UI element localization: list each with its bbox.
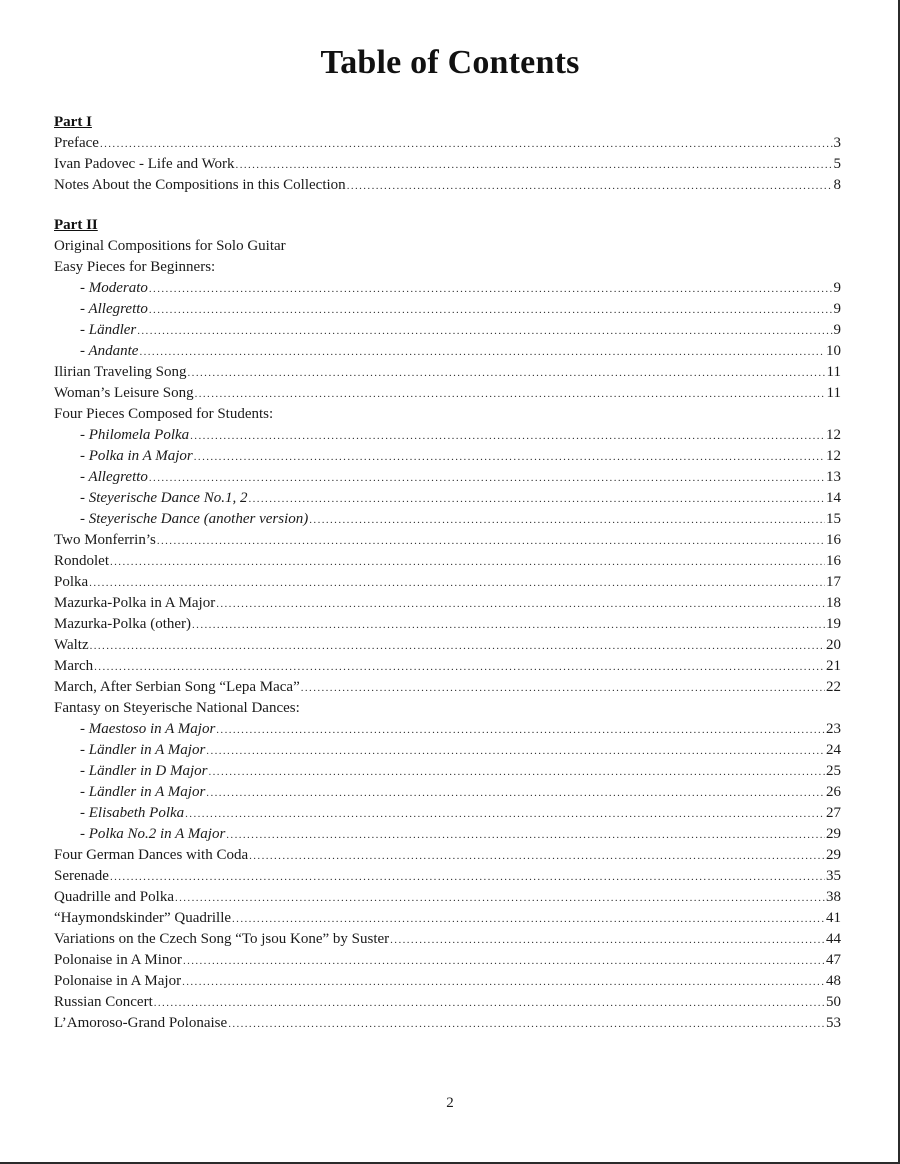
dot-leader <box>110 867 825 888</box>
toc-group-heading <box>54 404 841 425</box>
toc-entry-label: March, After Serbian Song “Lepa Maca” <box>54 679 300 695</box>
toc-entry[interactable] <box>54 362 841 383</box>
toc-entry-page: 27 <box>826 805 841 821</box>
toc-entry-page: 20 <box>826 637 841 653</box>
dot-leader <box>390 930 825 951</box>
toc-subentry[interactable] <box>54 278 841 299</box>
page-number: 2 <box>446 1095 454 1111</box>
toc-entry-page: 9 <box>833 280 841 296</box>
toc-entry-label: Waltz <box>54 637 89 653</box>
dot-leader <box>209 762 826 783</box>
toc-entry[interactable] <box>54 971 841 992</box>
toc-subentry[interactable] <box>54 467 841 488</box>
dot-leader <box>301 678 825 699</box>
dot-leader <box>137 321 832 342</box>
toc-entry-page: 18 <box>826 595 841 611</box>
toc-subentry[interactable] <box>54 824 841 845</box>
toc-entry-page: 35 <box>826 868 841 884</box>
toc-entry-page: 11 <box>826 385 841 401</box>
toc-entry-label: - Allegretto <box>80 469 148 485</box>
dot-leader <box>206 741 825 762</box>
toc-entry[interactable] <box>54 992 841 1013</box>
toc-entry-label: Woman’s Leisure Song <box>54 385 194 401</box>
toc-entry-label: - Ländler in A Major <box>80 784 206 800</box>
toc-entry-label: L’Amoroso-Grand Polonaise <box>54 1015 228 1031</box>
toc-entry-page: 23 <box>826 721 841 737</box>
toc-entry-label: - Philomela Polka <box>80 427 190 443</box>
toc-section-heading <box>54 236 841 257</box>
dot-leader <box>249 846 825 867</box>
toc-entry[interactable] <box>54 866 841 887</box>
toc-entry[interactable] <box>54 677 841 698</box>
toc-subentry[interactable] <box>54 446 841 467</box>
toc-entry-page: 53 <box>826 1015 841 1031</box>
toc-entry-page: 11 <box>826 364 841 380</box>
toc-subentry[interactable] <box>54 761 841 782</box>
toc-entry-page: 29 <box>826 847 841 863</box>
toc-entry-page: 12 <box>826 427 841 443</box>
toc-entry-page: 14 <box>826 490 841 506</box>
toc-entry-label: Rondolet <box>54 553 109 569</box>
dot-leader <box>149 468 825 489</box>
dot-leader <box>90 636 825 657</box>
table-of-contents <box>54 112 841 1034</box>
dot-leader <box>216 720 825 741</box>
toc-entry-page: 24 <box>826 742 841 758</box>
toc-subentry[interactable] <box>54 719 841 740</box>
toc-entry-label: - Maestoso in A Major <box>80 721 216 737</box>
toc-entry-page: 3 <box>833 135 841 151</box>
toc-entry[interactable] <box>54 929 841 950</box>
dot-leader <box>182 972 825 993</box>
toc-entry-label: - Polka No.2 in A Major <box>80 826 226 842</box>
toc-entry-notes[interactable] <box>54 175 841 196</box>
dot-leader <box>188 363 826 384</box>
toc-entry-label: Easy Pieces for Beginners: <box>54 259 216 275</box>
toc-entry-page: 17 <box>826 574 841 590</box>
toc-entry-label: Ivan Padovec - Life and Work <box>54 156 235 172</box>
dot-leader <box>309 510 825 531</box>
toc-entry-label: March <box>54 658 94 674</box>
toc-subentry[interactable] <box>54 782 841 803</box>
toc-entry[interactable] <box>54 551 841 572</box>
toc-entry-label: Ilirian Traveling Song <box>54 364 187 380</box>
toc-entry-page: 10 <box>826 343 841 359</box>
dot-leader <box>192 615 825 636</box>
toc-entry-label: Four Pieces Composed for Students: <box>54 406 274 422</box>
dot-leader <box>149 279 833 300</box>
toc-entry-preface[interactable] <box>54 133 841 154</box>
toc-entry-label: - Andante <box>80 343 139 359</box>
dot-leader <box>157 531 825 552</box>
toc-entry[interactable] <box>54 635 841 656</box>
toc-entry-page: 21 <box>826 658 841 674</box>
toc-entry-label: Four German Dances with Coda <box>54 847 249 863</box>
toc-entry-page: 13 <box>826 469 841 485</box>
toc-entry[interactable] <box>54 530 841 551</box>
toc-entry-page: 5 <box>833 156 841 172</box>
toc-subentry[interactable] <box>54 509 841 530</box>
toc-entry-page: 44 <box>826 931 841 947</box>
dot-leader <box>190 426 825 447</box>
dot-leader <box>175 888 825 909</box>
toc-entry-label: Mazurka-Polka in A Major <box>54 595 216 611</box>
toc-entry-page: 25 <box>826 763 841 779</box>
toc-entry-label: Original Compositions for Solo Guitar <box>54 238 286 254</box>
toc-entry-page: 16 <box>826 553 841 569</box>
dot-leader <box>110 552 825 573</box>
toc-entry-page: 48 <box>826 973 841 989</box>
toc-entry-label: Polonaise in A Major <box>54 973 182 989</box>
toc-subentry[interactable] <box>54 803 841 824</box>
toc-entry[interactable] <box>54 593 841 614</box>
toc-entry-label: - Ländler <box>80 322 137 338</box>
toc-entry-label: - Ländler in A Major <box>80 742 206 758</box>
toc-entry-label: Two Monferrin’s <box>54 532 156 548</box>
part-2-heading: Part II <box>54 217 98 233</box>
part-spacer <box>54 196 841 215</box>
toc-entry-page: 15 <box>826 511 841 527</box>
toc-entry[interactable] <box>54 950 841 971</box>
toc-entry-page: 8 <box>833 177 841 193</box>
dot-leader <box>139 342 825 363</box>
toc-subentry[interactable] <box>54 425 841 446</box>
toc-entry-page: 22 <box>826 679 841 695</box>
toc-entry-label: Mazurka-Polka (other) <box>54 616 192 632</box>
toc-entry-label: - Allegretto <box>80 301 148 317</box>
dot-leader <box>183 951 825 972</box>
toc-group-heading <box>54 698 841 719</box>
toc-entry-page: 12 <box>826 448 841 464</box>
dot-leader <box>149 300 833 321</box>
toc-entry-label: - Ländler in D Major <box>80 763 208 779</box>
page-title: Table of Contents <box>320 44 580 81</box>
toc-entry[interactable] <box>54 1013 841 1034</box>
toc-entry-page: 19 <box>826 616 841 632</box>
toc-entry-life-and-work[interactable] <box>54 154 841 175</box>
toc-subentry[interactable] <box>54 341 841 362</box>
toc-subentry[interactable] <box>54 320 841 341</box>
toc-subentry[interactable] <box>54 299 841 320</box>
toc-entry[interactable] <box>54 887 841 908</box>
toc-entry-page: 41 <box>826 910 841 926</box>
toc-entry-page: 38 <box>826 889 841 905</box>
toc-entry-label: Variations on the Czech Song “To jsou Kone” by Suster <box>54 931 390 947</box>
toc-subentry[interactable] <box>54 488 841 509</box>
toc-entry-label: - Steyerische Dance No.1, 2 <box>80 490 248 506</box>
toc-entry-label: Polka <box>54 574 89 590</box>
dot-leader <box>100 134 833 155</box>
dot-leader <box>228 1014 825 1035</box>
toc-entry-label: - Steyerische Dance (another version) <box>80 511 309 527</box>
toc-entry-label: Quadrille and Polka <box>54 889 174 905</box>
toc-entry-page: 9 <box>833 301 841 317</box>
dot-leader <box>154 993 825 1014</box>
dot-leader <box>232 909 825 930</box>
toc-entry[interactable] <box>54 572 841 593</box>
toc-entry[interactable] <box>54 614 841 635</box>
toc-entry-label: Preface <box>54 135 99 151</box>
toc-entry-page: 50 <box>826 994 841 1010</box>
toc-entry-label: Serenade <box>54 868 109 884</box>
toc-entry-label: Notes About the Compositions in this Collection <box>54 177 346 193</box>
toc-entry-label: Russian Concert <box>54 994 153 1010</box>
toc-entry-page: 9 <box>833 322 841 338</box>
toc-entry-page: 29 <box>826 826 841 842</box>
dot-leader <box>89 573 825 594</box>
dot-leader <box>206 783 825 804</box>
toc-entry-label: Fantasy on Steyerische National Dances: <box>54 700 300 716</box>
toc-entry[interactable] <box>54 656 841 677</box>
toc-subentry[interactable] <box>54 740 841 761</box>
dot-leader <box>94 657 825 678</box>
toc-entry[interactable] <box>54 845 841 866</box>
dot-leader <box>236 155 833 176</box>
dot-leader <box>185 804 825 825</box>
dot-leader <box>347 176 833 197</box>
toc-entry-label: - Elisabeth Polka <box>80 805 185 821</box>
toc-entry-page: 16 <box>826 532 841 548</box>
dot-leader <box>226 825 825 846</box>
toc-entry-label: - Polka in A Major <box>80 448 193 464</box>
toc-entry-page: 47 <box>826 952 841 968</box>
toc-entry-label: Polonaise in A Minor <box>54 952 182 968</box>
toc-entry[interactable] <box>54 383 841 404</box>
toc-entry[interactable] <box>54 908 841 929</box>
dot-leader <box>194 447 825 468</box>
part-1-heading: Part I <box>54 114 92 130</box>
dot-leader <box>248 489 825 510</box>
toc-entry-label: - Moderato <box>80 280 148 296</box>
toc-group-heading <box>54 257 841 278</box>
toc-entry-page: 26 <box>826 784 841 800</box>
dot-leader <box>216 594 825 615</box>
dot-leader <box>195 384 826 405</box>
toc-entry-label: “Haymondskinder” Quadrille <box>54 910 232 926</box>
